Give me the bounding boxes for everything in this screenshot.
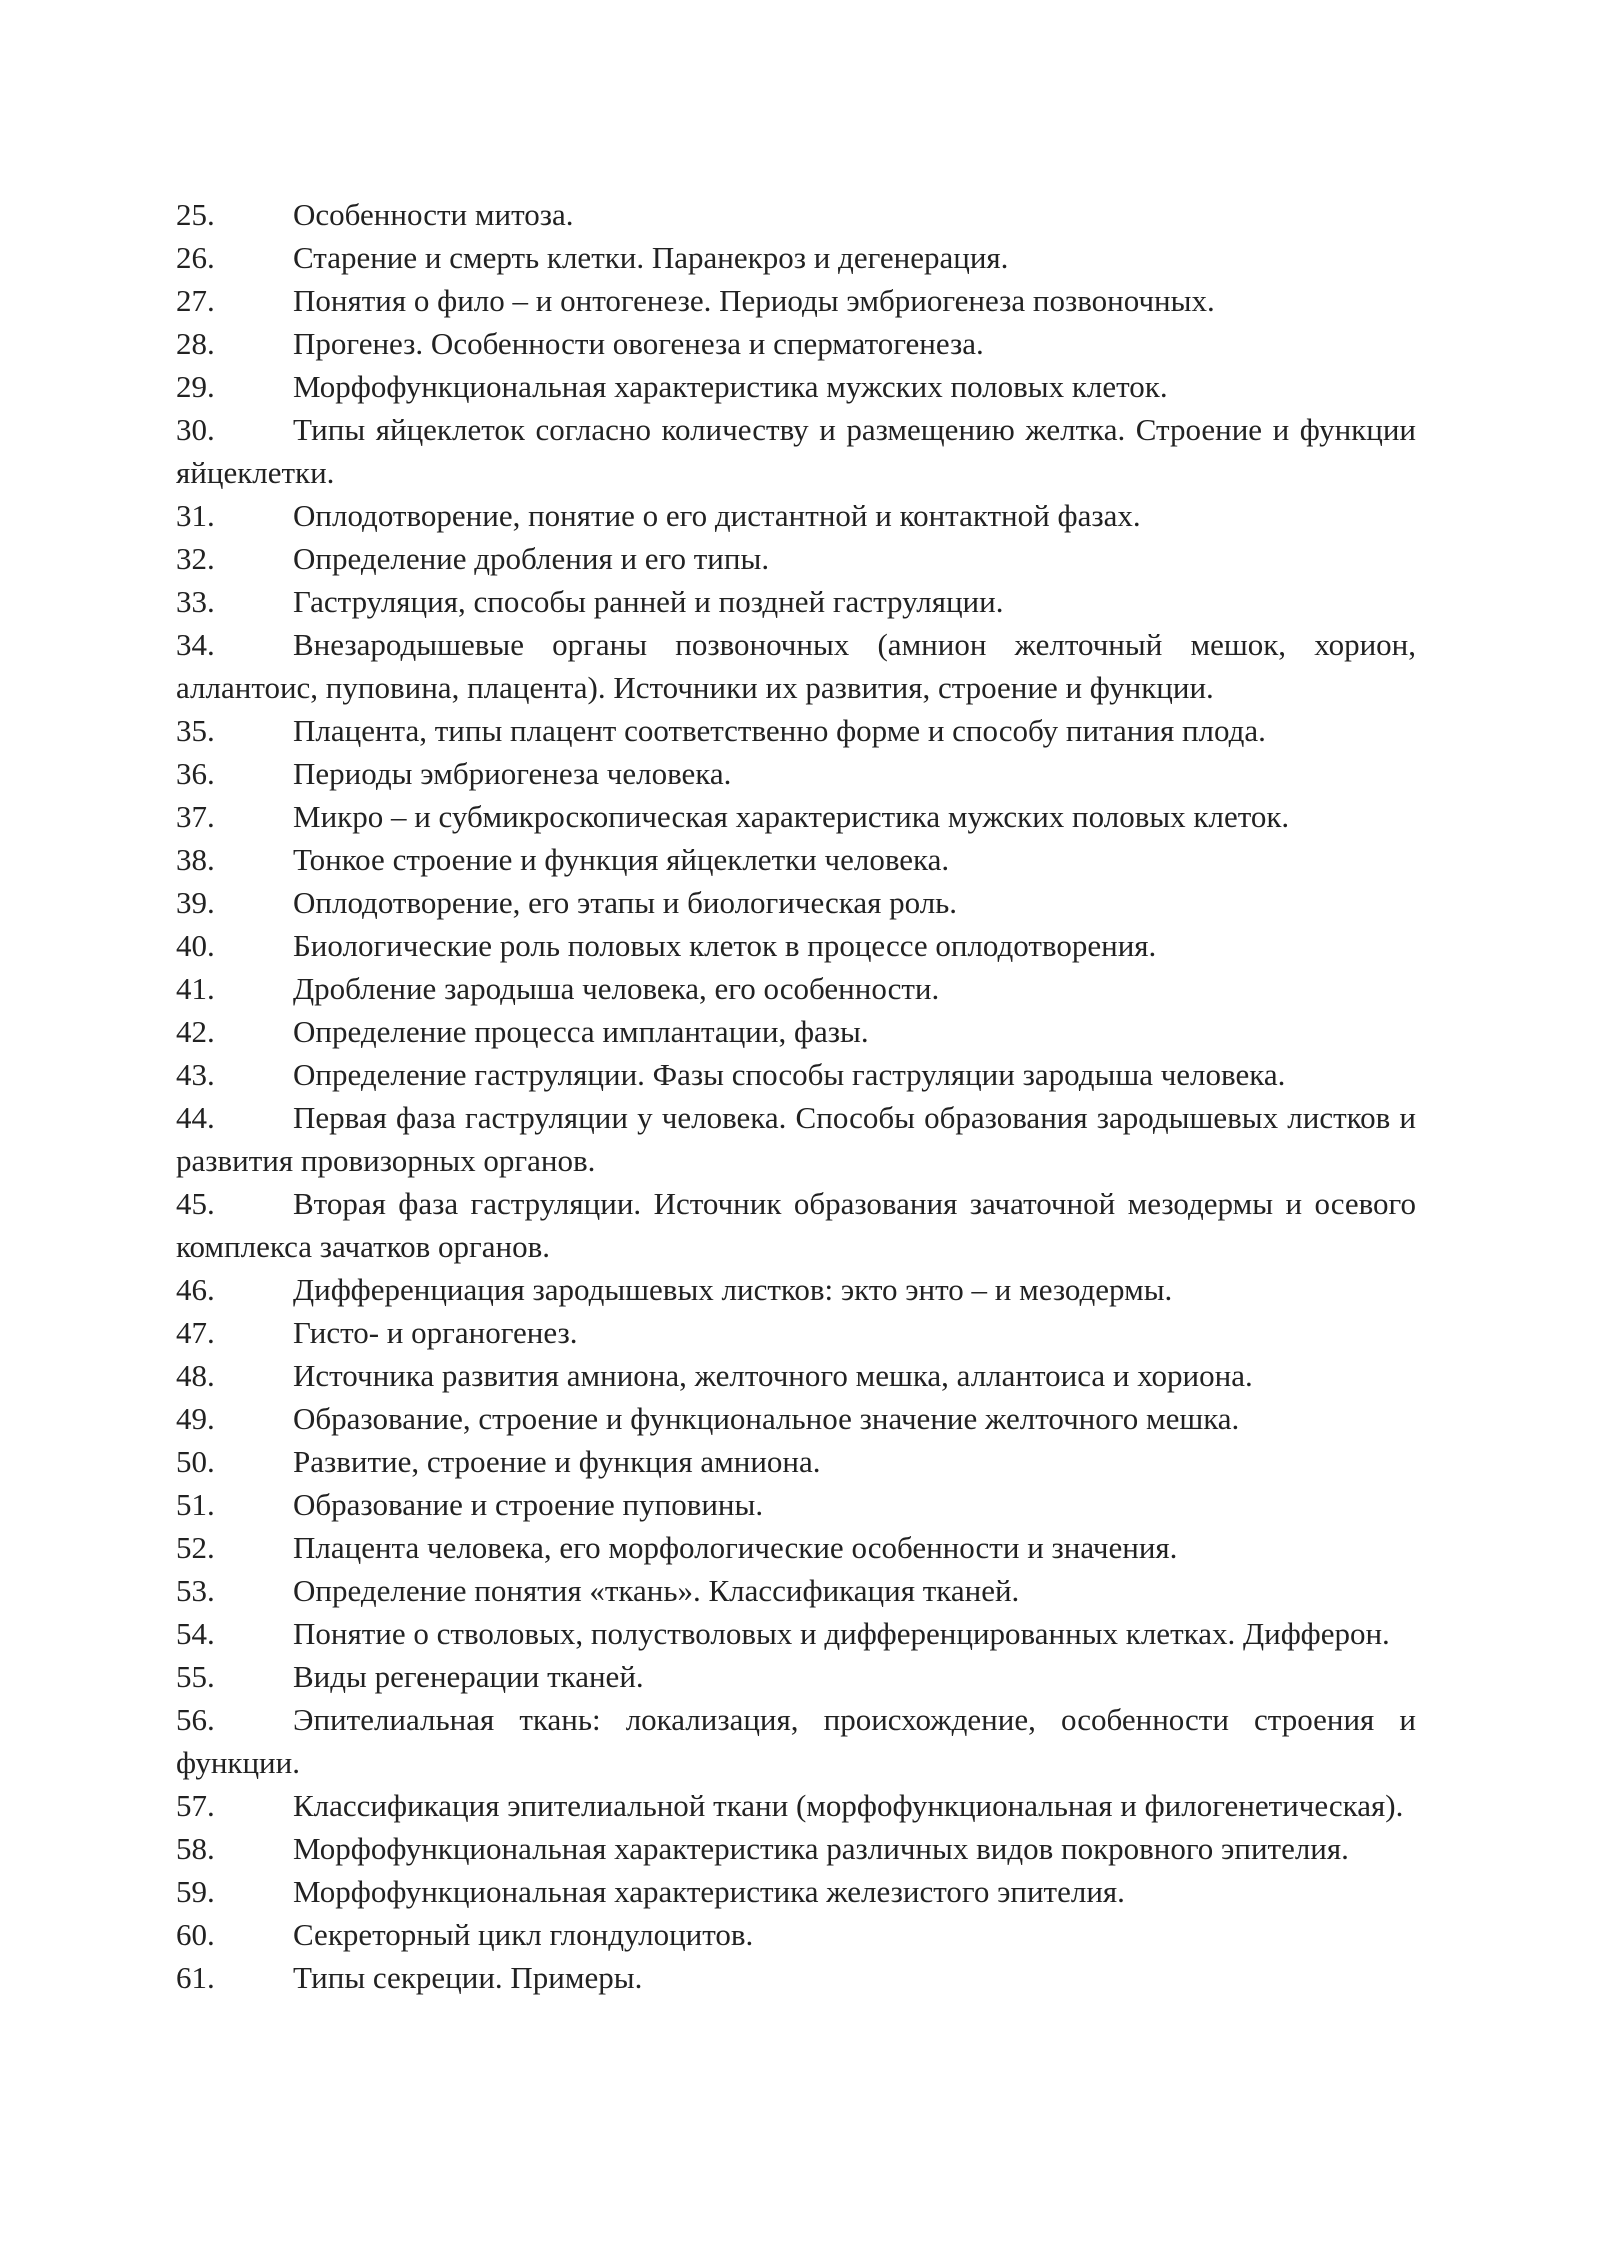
question-number: 58. xyxy=(176,1831,215,1866)
question-item xyxy=(176,1053,1416,1096)
question-item xyxy=(176,1956,1416,1999)
question-number: 47. xyxy=(176,1315,215,1350)
question-item xyxy=(176,537,1416,580)
question-item xyxy=(176,1569,1416,1612)
question-item xyxy=(176,1612,1416,1655)
question-item xyxy=(176,1440,1416,1483)
question-number: 43. xyxy=(176,1057,215,1092)
question-text: Тонкое строение и функция яйцеклетки человека. xyxy=(293,842,950,877)
question-text: Гаструляция, способы ранней и поздней гаструляции. xyxy=(293,584,1004,619)
question-text: Понятие о стволовых, полустволовых и дифференцированных клетках. Дифферон. xyxy=(293,1616,1390,1651)
question-number: 30. xyxy=(176,412,215,447)
question-item xyxy=(176,967,1416,1010)
question-number: 48. xyxy=(176,1358,215,1393)
question-number: 51. xyxy=(176,1487,215,1522)
question-item xyxy=(176,1870,1416,1913)
question-item xyxy=(176,365,1416,408)
question-number: 34. xyxy=(176,627,215,662)
question-text: Дифференциация зародышевых листков: экто энто – и мезодермы. xyxy=(293,1272,1173,1307)
question-number: 42. xyxy=(176,1014,215,1049)
question-item xyxy=(176,1182,1416,1268)
question-text: Классификация эпителиальной ткани (морфофункциональная и филогенетическая). xyxy=(293,1788,1404,1823)
question-text: Типы яйцеклеток согласно количеству и размещению желтка. Строение и функции яйцеклетки. xyxy=(176,412,1416,490)
question-number: 36. xyxy=(176,756,215,791)
question-number: 35. xyxy=(176,713,215,748)
question-number: 41. xyxy=(176,971,215,1006)
question-item xyxy=(176,494,1416,537)
question-text: Внезародышевые органы позвоночных (амнион желточный мешок, хорион, аллантоис, пуповина, плацента). Источники их развития, строение и функции. xyxy=(176,627,1416,705)
question-item xyxy=(176,580,1416,623)
question-item xyxy=(176,881,1416,924)
question-number: 53. xyxy=(176,1573,215,1608)
question-number: 33. xyxy=(176,584,215,619)
question-number: 54. xyxy=(176,1616,215,1651)
question-item xyxy=(176,1010,1416,1053)
question-text: Определение понятия «ткань». Классификация тканей. xyxy=(293,1573,1020,1608)
question-number: 28. xyxy=(176,326,215,361)
question-list xyxy=(176,193,1416,1999)
question-item xyxy=(176,1268,1416,1311)
question-item xyxy=(176,1655,1416,1698)
question-number: 60. xyxy=(176,1917,215,1952)
question-item xyxy=(176,1096,1416,1182)
question-item xyxy=(176,322,1416,365)
question-item xyxy=(176,924,1416,967)
question-number: 61. xyxy=(176,1960,215,1995)
question-number: 25. xyxy=(176,197,215,232)
question-text: Образование, строение и функциональное значение желточного мешка. xyxy=(293,1401,1240,1436)
question-item xyxy=(176,623,1416,709)
question-item xyxy=(176,709,1416,752)
question-number: 57. xyxy=(176,1788,215,1823)
question-number: 52. xyxy=(176,1530,215,1565)
question-text: Развитие, строение и функция амниона. xyxy=(293,1444,821,1479)
question-text: Оплодотворение, его этапы и биологическая роль. xyxy=(293,885,958,920)
question-text: Эпителиальная ткань: локализация, происхождение, особенности строения и функции. xyxy=(176,1702,1416,1780)
question-number: 49. xyxy=(176,1401,215,1436)
question-item xyxy=(176,236,1416,279)
question-number: 27. xyxy=(176,283,215,318)
question-item xyxy=(176,795,1416,838)
question-item xyxy=(176,1311,1416,1354)
question-item xyxy=(176,1526,1416,1569)
question-text: Первая фаза гаструляции у человека. Способы образования зародышевых листков и развития провизорных органов. xyxy=(176,1100,1416,1178)
question-item xyxy=(176,752,1416,795)
question-number: 32. xyxy=(176,541,215,576)
question-text: Оплодотворение, понятие о его дистантной и контактной фазах. xyxy=(293,498,1141,533)
question-text: Определение процесса имплантации, фазы. xyxy=(293,1014,869,1049)
question-text: Образование и строение пуповины. xyxy=(293,1487,764,1522)
question-text: Биологические роль половых клеток в процессе оплодотворения. xyxy=(293,928,1157,963)
question-number: 56. xyxy=(176,1702,215,1737)
question-number: 40. xyxy=(176,928,215,963)
question-item xyxy=(176,1397,1416,1440)
question-text: Плацента человека, его морфологические особенности и значения. xyxy=(293,1530,1178,1565)
question-item xyxy=(176,838,1416,881)
question-text: Морфофункциональная характеристика железистого эпителия. xyxy=(293,1874,1125,1909)
question-text: Гисто- и органогенез. xyxy=(293,1315,578,1350)
question-item xyxy=(176,1827,1416,1870)
question-text: Секреторный цикл глондулоцитов. xyxy=(293,1917,754,1952)
question-text: Периоды эмбриогенеза человека. xyxy=(293,756,732,791)
question-item xyxy=(176,1784,1416,1827)
question-text: Плацента, типы плацент соответственно форме и способу питания плода. xyxy=(293,713,1266,748)
question-item xyxy=(176,1913,1416,1956)
question-text: Определение дробления и его типы. xyxy=(293,541,770,576)
question-item xyxy=(176,1354,1416,1397)
question-item xyxy=(176,279,1416,322)
question-text: Виды регенерации тканей. xyxy=(293,1659,644,1694)
question-number: 59. xyxy=(176,1874,215,1909)
question-text: Особенности митоза. xyxy=(293,197,574,232)
question-text: Дробление зародыша человека, его особенности. xyxy=(293,971,940,1006)
question-text: Определение гаструляции. Фазы способы гаструляции зародыша человека. xyxy=(293,1057,1286,1092)
question-text: Старение и смерть клетки. Паранекроз и дегенерация. xyxy=(293,240,1009,275)
question-text: Источника развития амниона, желточного мешка, аллантоиса и хориона. xyxy=(293,1358,1253,1393)
question-number: 45. xyxy=(176,1186,215,1221)
question-number: 46. xyxy=(176,1272,215,1307)
question-text: Морфофункциональная характеристика мужских половых клеток. xyxy=(293,369,1168,404)
question-item xyxy=(176,193,1416,236)
question-number: 55. xyxy=(176,1659,215,1694)
question-number: 26. xyxy=(176,240,215,275)
question-item xyxy=(176,1698,1416,1784)
question-number: 44. xyxy=(176,1100,215,1135)
question-number: 50. xyxy=(176,1444,215,1479)
question-item xyxy=(176,408,1416,494)
question-text: Типы секреции. Примеры. xyxy=(293,1960,643,1995)
question-text: Морфофункциональная характеристика различных видов покровного эпителия. xyxy=(293,1831,1349,1866)
question-number: 29. xyxy=(176,369,215,404)
question-text: Микро – и субмикроскопическая характеристика мужских половых клеток. xyxy=(293,799,1290,834)
question-number: 37. xyxy=(176,799,215,834)
question-number: 31. xyxy=(176,498,215,533)
question-text: Понятия о фило – и онтогенезе. Периоды эмбриогенеза позвоночных. xyxy=(293,283,1215,318)
question-number: 39. xyxy=(176,885,215,920)
question-text: Вторая фаза гаструляции. Источник образования зачаточной мезодермы и осевого комплекса зачатков органов. xyxy=(176,1186,1416,1264)
question-item xyxy=(176,1483,1416,1526)
question-number: 38. xyxy=(176,842,215,877)
question-text: Прогенез. Особенности овогенеза и сперматогенеза. xyxy=(293,326,984,361)
